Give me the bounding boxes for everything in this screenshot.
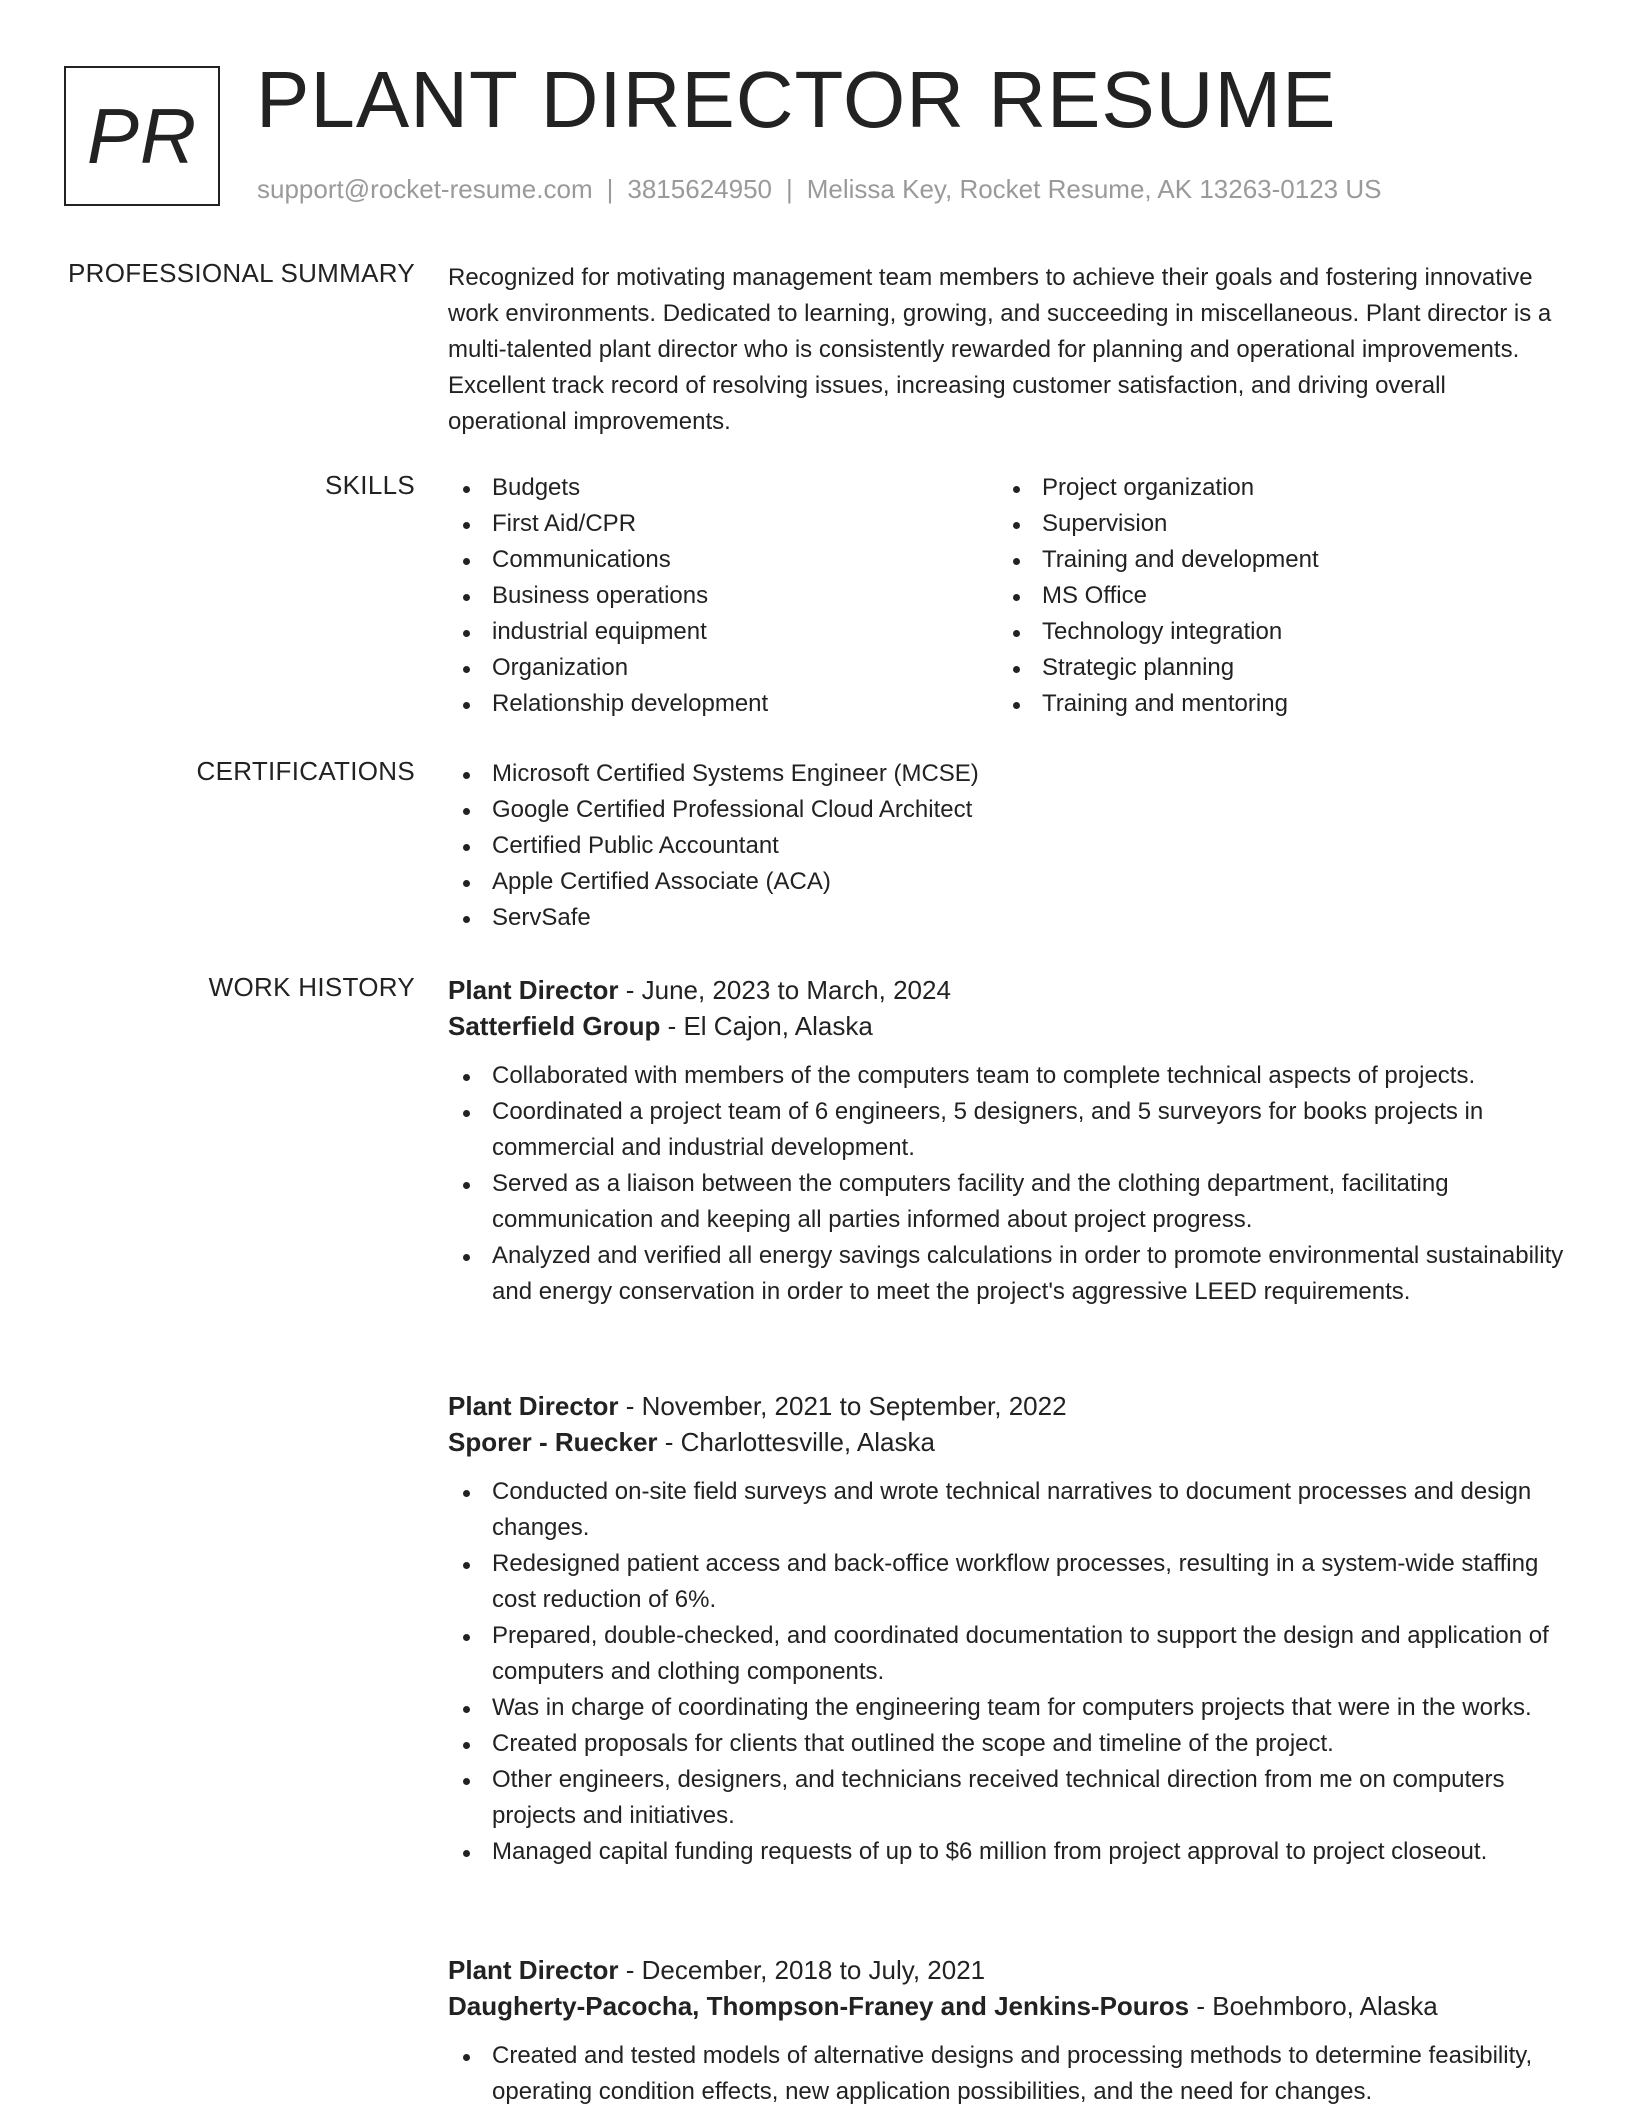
skill-item: Project organization [998, 470, 1548, 506]
job-entry [448, 1388, 1570, 1870]
skill-item: industrial equipment [448, 614, 998, 650]
skill-item: MS Office [998, 578, 1548, 614]
job-title-line [448, 972, 1570, 1008]
job-company: Sporer - Ruecker [448, 1427, 658, 1457]
job-bullet: Collaborated with members of the computers team to complete technical aspects of projects. [448, 1058, 1570, 1094]
contact-line [257, 174, 1381, 205]
job-bullet: Served as a liaison between the computers facility and the clothing department, facilitating communication and keeping all parties informed about project progress. [448, 1166, 1570, 1238]
certification-item: Apple Certified Associate (ACA) [448, 864, 1570, 900]
job-bullet: Created and tested models of alternative designs and processing methods to determine feasibility, operating condition effects, new application possibilities, and the need for changes. [448, 2038, 1570, 2110]
job-company-line [448, 1424, 1570, 1460]
job-title: Plant Director [448, 1955, 619, 1985]
section-heading: PROFESSIONAL SUMMARY [68, 258, 415, 288]
job-title: Plant Director [448, 1391, 619, 1421]
job-dates: - December, 2018 to July, 2021 [618, 1955, 986, 1985]
job-bullet: Was in charge of coordinating the engineering team for computers projects that were in the works. [448, 1690, 1570, 1726]
job-bullets [448, 2038, 1570, 2110]
contact-email[interactable]: support@rocket-resume.com [257, 174, 593, 204]
skill-item: Relationship development [448, 686, 998, 722]
skill-item: First Aid/CPR [448, 506, 998, 542]
job-bullet: Redesigned patient access and back-office workflow processes, resulting in a system-wide staffing cost reduction of 6%. [448, 1546, 1570, 1618]
contact-phone[interactable]: 3815624950 [627, 174, 772, 204]
job-bullets [448, 1058, 1570, 1310]
job-company-line [448, 1988, 1570, 2024]
job-bullet: Managed capital funding requests of up to $6 million from project approval to project closeout. [448, 1834, 1570, 1870]
section-heading: WORK HISTORY [208, 972, 415, 1002]
section-heading: CERTIFICATIONS [196, 756, 415, 786]
skills-list-right [998, 470, 1548, 722]
job-bullet: Conducted on-site field surveys and wrote technical narratives to document processes and design changes. [448, 1474, 1570, 1546]
certification-item: Microsoft Certified Systems Engineer (MCSE) [448, 756, 1570, 792]
job-title: Plant Director [448, 975, 619, 1005]
contact-separator: | [786, 174, 793, 204]
job-bullet: Coordinated a project team of 6 engineers, 5 designers, and 5 surveyors for books projects in commercial and industrial development. [448, 1094, 1570, 1166]
skill-item: Training and mentoring [998, 686, 1548, 722]
skill-item: Supervision [998, 506, 1548, 542]
skill-item: Organization [448, 650, 998, 686]
monogram-logo: PR [64, 66, 220, 206]
job-bullet: Created proposals for clients that outlined the scope and timeline of the project. [448, 1726, 1570, 1762]
skill-item: Strategic planning [998, 650, 1548, 686]
certification-item: Google Certified Professional Cloud Architect [448, 792, 1570, 828]
job-location: - El Cajon, Alaska [660, 1011, 873, 1041]
page-title: PLANT DIRECTOR RESUME [256, 55, 1337, 144]
skill-item: Communications [448, 542, 998, 578]
job-location: - Charlottesville, Alaska [657, 1427, 935, 1457]
certification-item: Certified Public Accountant [448, 828, 1570, 864]
job-company: Daugherty-Pacocha, Thompson-Franey and Jenkins-Pouros [448, 1991, 1190, 2021]
job-title-line [448, 1388, 1570, 1424]
skills-list-left [448, 470, 998, 722]
section-heading: SKILLS [325, 470, 415, 500]
job-location: - Boehmboro, Alaska [1189, 1991, 1438, 2021]
skill-item: Budgets [448, 470, 998, 506]
job-bullet: Analyzed and verified all energy savings calculations in order to promote environmental sustainability and energy conservation in order to meet the project's aggressive LEED requirements. [448, 1238, 1570, 1310]
job-company: Satterfield Group [448, 1011, 661, 1041]
contact-address: Melissa Key, Rocket Resume, AK 13263-0123 US [806, 174, 1382, 204]
certifications-list [448, 756, 1570, 936]
summary-text: Recognized for motivating management team members to achieve their goals and fostering innovative work environments. Dedicated to learning, growing, and succeeding in miscellaneous. Plant director is a multi-talented plant director who is consistently rewarded for planning and operational improvements. Excellent track record of resolving issues, increasing customer satisfaction, and driving overall operational improvements. [448, 264, 1552, 435]
job-entry [448, 1952, 1570, 2110]
job-bullet: Other engineers, designers, and technicians received technical direction from me on computers projects and initiatives. [448, 1762, 1570, 1834]
job-title-line [448, 1952, 1570, 1988]
job-dates: - June, 2023 to March, 2024 [618, 975, 951, 1005]
job-bullet: Prepared, double-checked, and coordinated documentation to support the design and application of computers and clothing components. [448, 1618, 1570, 1690]
job-bullets [448, 1474, 1570, 1870]
skill-item: Business operations [448, 578, 998, 614]
skill-item: Training and development [998, 542, 1548, 578]
job-dates: - November, 2021 to September, 2022 [618, 1391, 1067, 1421]
contact-separator: | [606, 174, 614, 204]
skill-item: Technology integration [998, 614, 1548, 650]
certification-item: ServSafe [448, 900, 1570, 936]
job-entry [448, 972, 1570, 1310]
job-company-line [448, 1008, 1570, 1044]
